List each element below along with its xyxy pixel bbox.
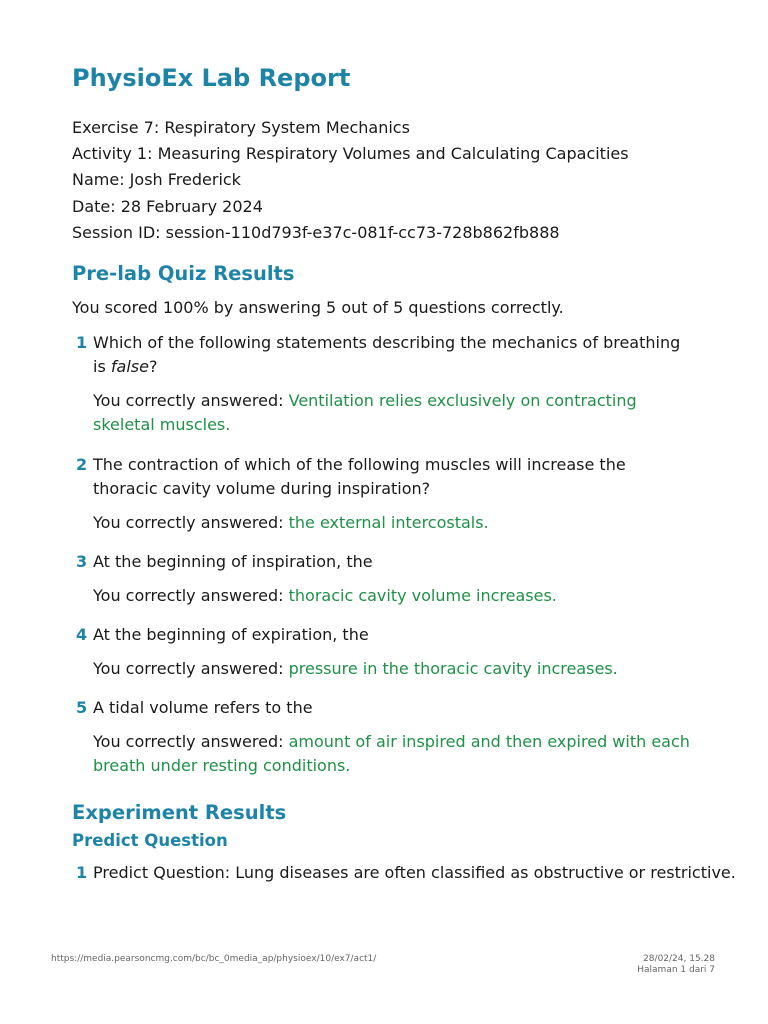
question-text: The contraction of which of the following muscles will increase the thoracic cavity volume during inspiration? xyxy=(93,455,626,498)
quiz-question-4 xyxy=(72,623,722,681)
answer-prefix: You correctly answered: xyxy=(93,391,289,410)
question-number: 4 xyxy=(76,625,88,644)
question-answer xyxy=(93,511,693,535)
footer-page-number: Halaman 1 dari 7 xyxy=(637,965,715,975)
quiz-question-2 xyxy=(72,453,722,535)
answer-prefix: You correctly answered: xyxy=(93,586,289,605)
question-answer xyxy=(93,584,693,608)
question-answer xyxy=(93,730,693,778)
question-number: 3 xyxy=(76,552,88,571)
footer-datetime: 28/02/24, 15.28 xyxy=(643,954,715,964)
question-text xyxy=(93,331,693,379)
answer-prefix: You correctly answered: xyxy=(93,659,289,678)
question-text: At the beginning of inspiration, the xyxy=(93,552,373,571)
question-emphasis: false xyxy=(110,357,149,376)
exercise-line: Exercise 7: Respiratory System Mechanics xyxy=(72,118,410,137)
name-line: Name: Josh Frederick xyxy=(72,170,241,190)
question-answer xyxy=(93,657,693,681)
question-text-part: ? xyxy=(148,357,158,376)
question-text-part: Which of the following statements describing the mechanics of breathing is xyxy=(93,333,681,376)
answer-prefix: You correctly answered: xyxy=(93,513,289,532)
answer-text: pressure in the thoracic cavity increases. xyxy=(288,659,618,678)
question-number: 1 xyxy=(76,333,88,352)
experiment-heading: Experiment Results xyxy=(72,801,287,824)
question-number: 5 xyxy=(76,698,88,717)
answer-text: the external intercostals. xyxy=(288,513,489,532)
report-title: PhysioEx Lab Report xyxy=(72,64,351,92)
question-text: A tidal volume refers to the xyxy=(93,698,313,717)
answer-text: thoracic cavity volume increases. xyxy=(288,586,557,605)
answer-prefix: You correctly answered: xyxy=(93,732,289,751)
footer-meta xyxy=(637,954,715,976)
quiz-question-1 xyxy=(72,331,722,437)
predict-question-heading: Predict Question xyxy=(72,831,228,850)
activity-line: Activity 1: Measuring Respiratory Volumes and Calculating Capacities xyxy=(72,144,629,164)
quiz-question-5 xyxy=(72,696,722,778)
predict-question-1 xyxy=(72,861,736,885)
question-text: Predict Question: Lung diseases are often classified as obstructive or restrictive. xyxy=(93,863,736,882)
prelab-score: You scored 100% by answering 5 out of 5 questions correctly. xyxy=(72,298,564,317)
report-meta xyxy=(72,115,629,246)
quiz-question-3 xyxy=(72,550,722,608)
session-line: Session ID: session-110d793f-e37c-081f-cc73-728b862fb888 xyxy=(72,222,560,242)
question-number: 1 xyxy=(76,863,88,882)
footer-url: https://media.pearsoncmg.com/bc/bc_0media_ap/physioex/10/ex7/act1/ xyxy=(51,954,377,964)
question-text: At the beginning of expiration, the xyxy=(93,625,369,644)
question-number: 2 xyxy=(76,455,88,474)
date-line: Date: 28 February 2024 xyxy=(72,196,263,216)
prelab-heading: Pre-lab Quiz Results xyxy=(72,262,295,285)
answer-text: Ventilation relies exclusively on contracting skeletal muscles. xyxy=(93,391,637,434)
question-answer xyxy=(93,389,693,437)
answer-text: amount of air inspired and then expired with each breath under resting conditions. xyxy=(93,732,690,775)
